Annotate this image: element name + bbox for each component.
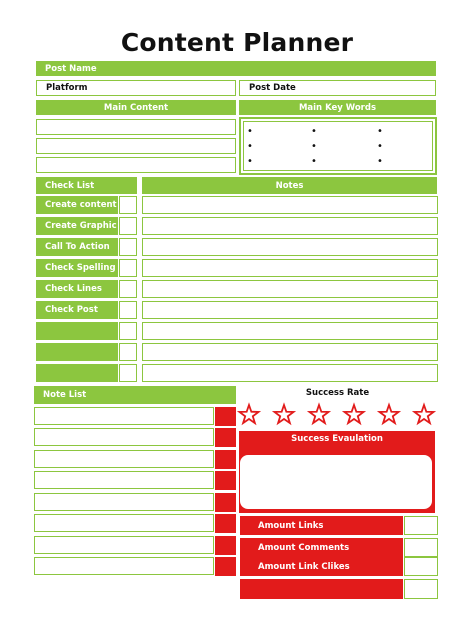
check-item-checkbox[interactable] [119, 217, 137, 235]
note-line[interactable] [142, 322, 438, 340]
note-list-line[interactable] [34, 428, 214, 446]
star-icon[interactable] [309, 405, 328, 423]
main-content-header: Main Content [36, 100, 236, 115]
check-item-label [36, 364, 118, 382]
check-item-label: Create Graphic [36, 217, 118, 235]
check-item-checkbox[interactable] [119, 301, 137, 319]
check-list-row [36, 364, 137, 382]
check-list-row [36, 196, 137, 214]
key-word-bullet: • [311, 141, 317, 152]
key-word-bullet: • [311, 156, 317, 167]
check-item-label: Check Spelling [36, 259, 118, 277]
note-list-marker [215, 514, 236, 533]
check-list-row [36, 343, 137, 361]
star-icon[interactable] [414, 405, 433, 423]
success-rate-label: Success Rate [305, 388, 370, 398]
check-item-label: Create content [36, 196, 118, 214]
note-list-line[interactable] [34, 471, 214, 489]
key-word-bullet: • [377, 141, 383, 152]
note-line[interactable] [142, 238, 438, 256]
check-list-row [36, 238, 137, 256]
amount-comments-label: Amount Comments [240, 538, 403, 557]
note-list [34, 407, 236, 579]
note-line[interactable] [142, 259, 438, 277]
note-line[interactable] [142, 343, 438, 361]
note-list-marker [215, 493, 236, 512]
check-item-checkbox[interactable] [119, 343, 137, 361]
note-list-line[interactable] [34, 536, 214, 554]
check-item-label: Call To Action [36, 238, 118, 256]
post-date-field[interactable]: Post Date [239, 80, 436, 96]
key-word-bullet: • [247, 126, 253, 137]
star-icon[interactable] [274, 405, 293, 423]
check-list-row [36, 301, 137, 319]
page-title: Content Planner [120, 28, 354, 57]
amount-comments-value[interactable] [404, 538, 438, 557]
main-key-words-header: Main Key Words [239, 100, 436, 115]
key-word-bullet: • [377, 156, 383, 167]
star-icon[interactable] [379, 405, 398, 423]
metric-blank-value[interactable] [404, 579, 438, 599]
main-content-line-1[interactable] [36, 119, 236, 135]
note-list-header: Note List [34, 386, 236, 404]
note-line[interactable] [142, 217, 438, 235]
note-list-marker [215, 450, 236, 469]
check-item-checkbox[interactable] [119, 196, 137, 214]
key-word-bullet: • [311, 126, 317, 137]
note-list-line[interactable] [34, 557, 214, 575]
key-word-bullet: • [377, 126, 383, 137]
check-item-checkbox[interactable] [119, 259, 137, 277]
note-list-line[interactable] [34, 493, 214, 511]
check-list-row [36, 322, 137, 340]
stars-svg [236, 402, 440, 428]
note-list-marker [215, 536, 236, 555]
note-list-line[interactable] [34, 407, 214, 425]
main-content-line-2[interactable] [36, 138, 236, 154]
note-line[interactable] [142, 364, 438, 382]
check-item-checkbox[interactable] [119, 322, 137, 340]
key-words-box[interactable] [239, 117, 437, 175]
check-list-header: Check List [36, 177, 137, 194]
amount-links-label: Amount Links [240, 516, 403, 535]
check-item-checkbox[interactable] [119, 280, 137, 298]
notes-lines [142, 196, 438, 382]
success-evaluation-input[interactable] [240, 455, 432, 509]
check-list [36, 196, 137, 382]
note-list-marker [215, 471, 236, 490]
star-icon[interactable] [239, 405, 258, 423]
note-line[interactable] [142, 301, 438, 319]
success-rate-stars [236, 402, 440, 428]
check-item-checkbox[interactable] [119, 364, 137, 382]
metric-blank-bar [240, 579, 403, 599]
note-list-marker [215, 407, 236, 426]
check-item-label: Check Lines [36, 280, 118, 298]
note-list-line[interactable] [34, 450, 214, 468]
note-line[interactable] [142, 196, 438, 214]
post-name-bar[interactable]: Post Name [36, 61, 436, 76]
check-list-row [36, 280, 137, 298]
main-content-line-3[interactable] [36, 157, 236, 173]
platform-field[interactable]: Platform [36, 80, 236, 96]
amount-links-value[interactable] [404, 516, 438, 535]
key-words-inner-border [243, 121, 433, 171]
key-word-bullet: • [247, 141, 253, 152]
amount-link-clicks-label: Amount Link Clikes [240, 557, 403, 576]
check-item-label [36, 343, 118, 361]
check-item-label: Check Post [36, 301, 118, 319]
notes-header: Notes [142, 177, 437, 194]
check-item-checkbox[interactable] [119, 238, 137, 256]
note-list-marker [215, 557, 236, 576]
success-evaluation-label: Success Evaulation [291, 434, 383, 444]
check-list-row [36, 259, 137, 277]
note-line[interactable] [142, 280, 438, 298]
key-word-bullet: • [247, 156, 253, 167]
amount-link-clicks-value[interactable] [404, 557, 438, 576]
check-item-label [36, 322, 118, 340]
note-list-marker [215, 428, 236, 447]
note-list-line[interactable] [34, 514, 214, 532]
star-icon[interactable] [344, 405, 363, 423]
check-list-row [36, 217, 137, 235]
